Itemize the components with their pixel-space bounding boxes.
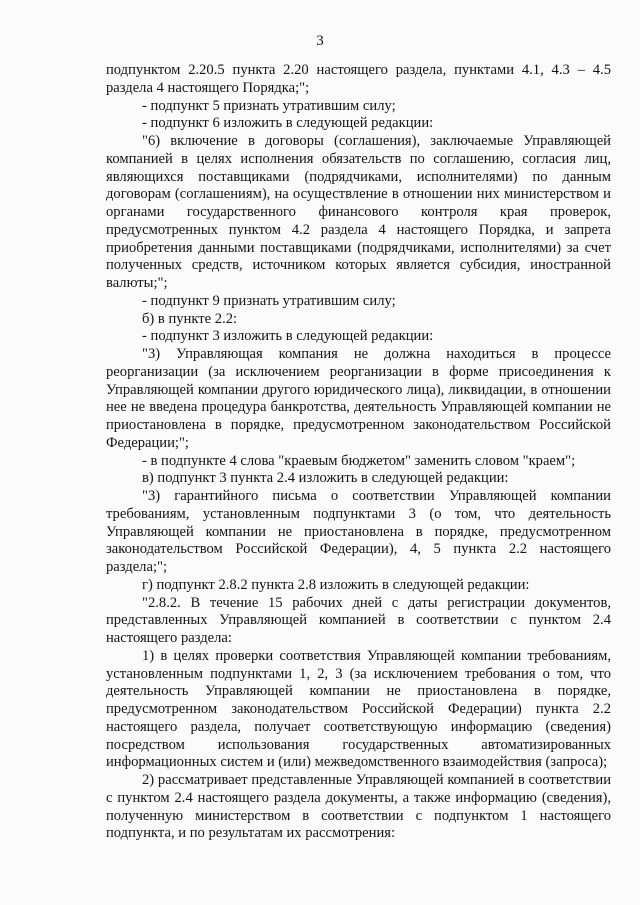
paragraph: - подпункт 9 признать утратившим силу; [142,292,396,309]
paragraph: - в подпункте 4 слова "краевым бюджетом" заменить словом "краем"; [142,452,576,469]
page-number: 3 [316,33,324,49]
paragraph: "3) Управляющая компания не должна находиться в процессе реорганизации (за исключением реорганизации в форме присоединения к Управляющей компании другого юридического лица), ликвидации, в отношении нее не введена процедура банкротства, деятельность Управляющей компании не приостановлена в порядке, предусмотренном законодательством Российской Федерации;"; [106,346,611,451]
document-body [106,62,611,843]
paragraph: - подпункт 3 изложить в следующей редакции: [142,328,434,345]
paragraph: подпунктом 2.20.5 пункта 2.20 настоящего раздела, пунктами 4.1, 4.3 – 4.5 раздела 4 настоящего Порядка;"; [106,62,611,96]
paragraph: в) подпункт 3 пункта 2.4 изложить в следующей редакции: [142,470,509,487]
paragraph: "2.8.2. В течение 15 рабочих дней с даты регистрации документов, представленных Управляющей компанией в соответствии с пунктом 2.4 настоящего раздела: [106,594,611,646]
paragraph: 1) в целях проверки соответствия Управляющей компании требованиям, установленным подпунктами 1, 2, 3 (за исключением требования о том, что деятельность Управляющей компании не приостановлена в порядке, предусмотренном законодательством Российской Федерации) пункта 2.2 настоящего раздела, получает соответствующую информацию (сведения) посредством использования государственных автоматизированных информационных систем и (или) межведомственного взаимодействия (запроса); [106,647,611,771]
paragraph: б) в пункте 2.2: [142,310,238,327]
paragraph: г) подпункт 2.8.2 пункта 2.8 изложить в следующей редакции: [142,576,530,593]
paragraph: "6) включение в договоры (соглашения), заключаемые Управляющей компанией в целях исполнения обязательств по соглашению, согласия лиц, являющихся поставщиками (подрядчиками, исполнителями) по данным договорам (соглашениям), на осуществление в отношении них министерством и органами государственного финансового контроля края проверок, предусмотренных пунктом 4.2 раздела 4 настоящего Порядка, и запрета приобретения данными поставщиками (подрядчиками, исполнителями) за счет полученных средств, источником которых является субсидия, иностранной валюты;"; [106,133,611,291]
paragraph: "3) гарантийного письма о соответствии Управляющей компании требованиям, установленным подпунктами 3 (о том, что деятельность Управляющей компании не приостановлена в порядке, предусмотренном законодательством Российской Федерации), 4, 5 пункта 2.2 настоящего раздела;"; [106,488,611,575]
paragraph: - подпункт 6 изложить в следующей редакции: [142,115,434,132]
paragraph: - подпункт 5 признать утратившим силу; [142,97,396,114]
paragraph: 2) рассматривает представленные Управляющей компанией в соответствии с пунктом 2.4 настоящего раздела документы, а также информацию (сведения), полученную министерством в соответствии с подпунктом 1 настоящего подпункта, и по результатам их рассмотрения: [106,772,611,842]
